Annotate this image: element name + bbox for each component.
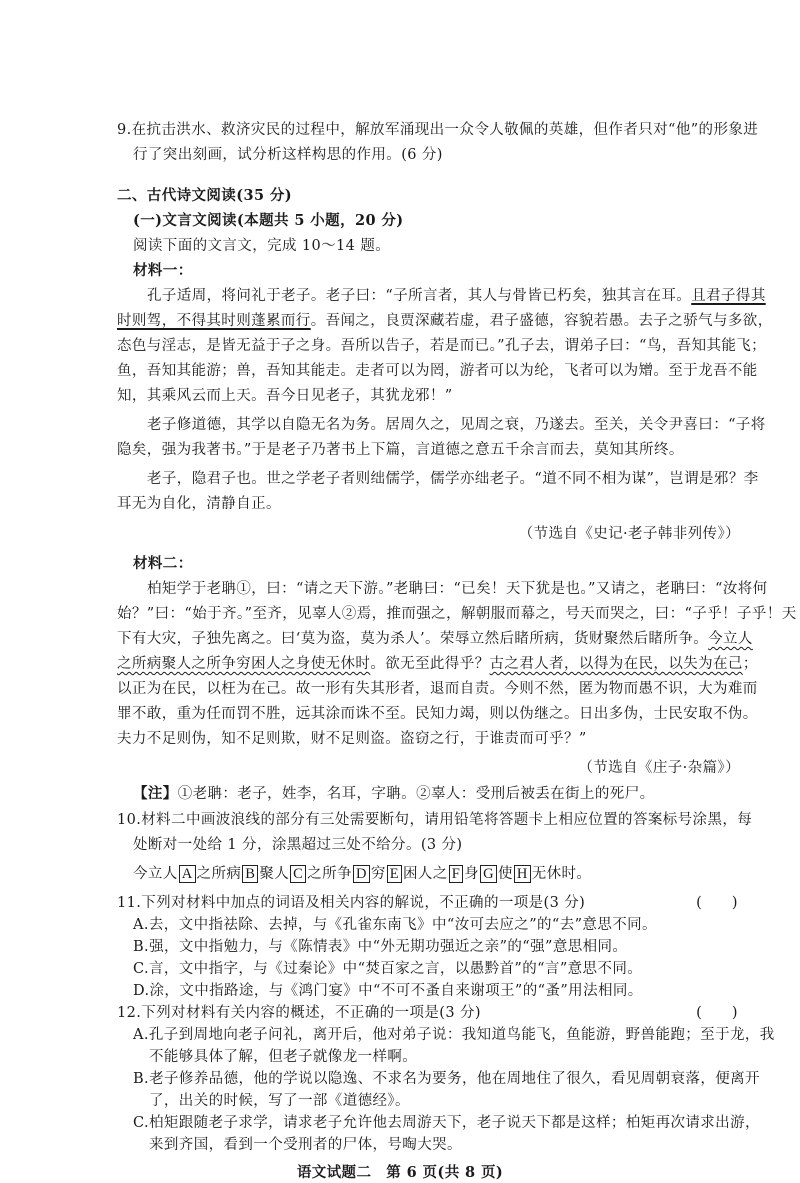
wavy-underline-start: 今立人 [708, 631, 753, 647]
material-2-source: （节选自《庄子·杂篇》） [578, 760, 740, 776]
note-line [133, 784, 655, 804]
material-1-line: 态色与淫志，是皆无益于子之身。吾所以告子，若是而已。”孔子去，谓弟子曰：“鸟，吾知其能飞； [117, 338, 767, 354]
note-label: 【注】 [133, 785, 178, 802]
text-span: 孔子适周，将问礼于老子。老子曰：“子所言者，其人与骨皆已朽矣，独其言在耳。 [147, 288, 692, 304]
q11-stem: 11.下列对材料中加点的词语及相关内容的解说，不正确的一项是(3 分) [117, 895, 586, 911]
material-1-line: 知，其乘风云而上天。吾今日见老子，其犹龙邪！” [117, 388, 453, 404]
answer-box-a[interactable]: A [179, 865, 196, 883]
q11-option-a[interactable]: A.去，文中指祛除、去掉，与《孔雀东南飞》中“汝可去应之”的“去”意思不同。 [133, 917, 657, 933]
q10-line-1: 10.材料二中画波浪线的部分有三处需要断句，请用铅笔将答题卡上相应位置的答案标号涂黑，每 [117, 812, 753, 828]
material-1-line: 耳无为自化，清静自正。 [117, 496, 281, 512]
segment-text: 今立人 [133, 866, 178, 882]
material-2-line: 柏矩学于老聃①，曰：“请之天下游。”老聃曰：“已矣！天下犹是也。”又请之，老聃曰：“汝将何 [147, 581, 768, 597]
segment-text: 困人之 [403, 866, 448, 882]
q12-answer-paren[interactable]: ( ) [696, 1005, 738, 1021]
segment-text: 使 [497, 866, 513, 882]
material-2-line [117, 654, 758, 674]
q11-option-d[interactable]: D.涂，文中指路途，与《鸿门宴》中“不可不蚤自来谢项王”的“蚤”用法相同。 [133, 983, 643, 999]
q9-line-1: 9.在抗击洪水、救济灾民的过程中，解放军涌现出一众令人敬佩的英雄，但作者只对“他”的形象进 [117, 122, 759, 138]
segment-text: 无休时。 [531, 866, 592, 882]
text-span: 。欲无至此得乎？ [370, 656, 490, 672]
underlined-sentence-start: 且君子得其 [691, 288, 766, 304]
segment-text: 之所病 [196, 866, 242, 882]
material-1-line: 老子修道德，其学以自隐无名为务。居周久之，见周之衰，乃遂去。至关，关令尹喜曰：“子将 [147, 417, 766, 433]
section-heading: 二、古代诗文阅读(35 分) [117, 187, 293, 204]
reading-instruction: 阅读下面的文言文，完成 10～14 题。 [133, 238, 391, 254]
q12-option-a-cont: 不能够具体了解，但老子就像龙一样啊。 [149, 1049, 418, 1065]
q12-option-c-cont: 来到齐国，看到一个受刑者的尸体，号啕大哭。 [149, 1137, 462, 1153]
wavy-underline-end: 之所病聚人之所争穷困人之身使无休时 [117, 656, 371, 672]
q11-option-b[interactable]: B.强，文中指勉力，与《陈情表》中“外无期功强近之亲”的“强”意思相同。 [133, 939, 628, 955]
q12-stem: 12.下列对材料有关内容的概述，不正确的一项是(3 分) [117, 1005, 481, 1021]
material-2-line: 夫力不足则伪，知不足则欺，财不足则盗。盗窃之行，于谁责而可乎？” [117, 731, 587, 747]
text-span: ； [742, 656, 758, 672]
q12-option-a[interactable]: A.孔子到周地向老子问礼，离开后，他对弟子说：我知道鸟能飞，鱼能游，野兽能跑；至于龙，我 [133, 1027, 775, 1043]
material-1-source: （节选自《史记·老子韩非列传》） [518, 526, 740, 542]
subsection-heading: (一)文言文阅读(本题共 5 小题，20 分) [133, 212, 404, 229]
segment-text: 聚人 [259, 866, 290, 882]
wavy-underline-second: 古之君人者，以得为在民，以失为在己 [489, 656, 743, 672]
answer-box-d[interactable]: D [353, 865, 370, 883]
text-span: 。吾闻之，良贾深藏若虚，君子盛德，容貌若愚。去子之骄气与多欲， [310, 313, 773, 329]
material-2-line: 始？”曰：“始于齐。”至齐，见辜人②焉，推而强之，解朝服而幕之，号天而哭之，曰：“子乎！子乎！天 [117, 606, 797, 622]
material-1-label: 材料一： [133, 262, 193, 279]
material-2-line [117, 629, 753, 649]
q12-option-b-cont: 了，出关的时候，写了一部《道德经》。 [149, 1093, 410, 1109]
answer-box-g[interactable]: G [480, 865, 497, 883]
material-1-line: 老子，隐君子也。世之学老子者则绌儒学，儒学亦绌老子。“道不同不相为谋”，岂谓是邪？李 [147, 471, 759, 487]
underlined-sentence-end: 时则驾，不得其时则蓬累而行 [117, 313, 311, 329]
answer-box-e[interactable]: E [387, 865, 402, 883]
material-1-line [147, 286, 766, 306]
q11-answer-paren[interactable]: ( ) [696, 895, 738, 911]
q12-option-c[interactable]: C.柏矩跟随老子求学，请求老子允许他去周游天下，老子说天下都是这样；柏矩再次请求出游， [133, 1115, 760, 1131]
q12-option-b[interactable]: B.老子修养品德，他的学说以隐逸、不求名为要务，他在周地住了很久，看见周朝衰落，便离开 [133, 1071, 760, 1087]
material-1-line: 隐矣，强为我著书。”于是老子乃著书上下篇，言道德之意五千余言而去，莫知其所终。 [117, 442, 684, 458]
q10-options [133, 864, 591, 884]
note-text: ①老聃：老子，姓李，名耳，字聃。②辜人：受刑后被丢在街上的死尸。 [177, 786, 655, 802]
material-2-label: 材料二： [133, 555, 193, 572]
answer-box-h[interactable]: H [514, 865, 531, 883]
page-footer: 语文试题二 第 6 页(共 8 页) [296, 1164, 504, 1181]
material-2-line: 以正为在民，以枉为在己。故一形有失其形者，退而自责。今则不然，匿为物而愚不识，大为难而 [117, 681, 758, 697]
answer-box-b[interactable]: B [242, 865, 258, 883]
material-1-line [117, 311, 773, 331]
material-1-line: 鱼，吾知其能游；兽，吾知其能走。走者可以为罔，游者可以为纶，飞者可以为矰。至于龙吾不能 [117, 363, 758, 379]
segment-text: 之所争 [307, 866, 352, 882]
text-span: 下有大灾，子独先离之。曰‘莫为盗，莫为杀人’。荣辱立然后睹所病，货财聚然后睹所争。 [117, 631, 709, 647]
answer-box-c[interactable]: C [290, 865, 306, 883]
segment-text: 穷 [370, 866, 386, 882]
q11-option-c[interactable]: C.言，文中指字，与《过秦论》中“焚百家之言，以愚黔首”的“言”意思不同。 [133, 961, 643, 977]
q9-line-2: 行了突出刻画，试分析这样构思的作用。(6 分) [133, 147, 443, 163]
segment-text: 身 [464, 866, 480, 882]
q10-line-2: 处断对一处给 1 分，涂黑超过三处不给分。(3 分) [133, 837, 463, 853]
answer-box-f[interactable]: F [449, 865, 463, 883]
material-2-line: 罪不敢，重为任而罚不胜，远其涂而诛不至。民知力竭，则以伪继之。日出多伪，士民安取不伪。 [117, 706, 758, 722]
